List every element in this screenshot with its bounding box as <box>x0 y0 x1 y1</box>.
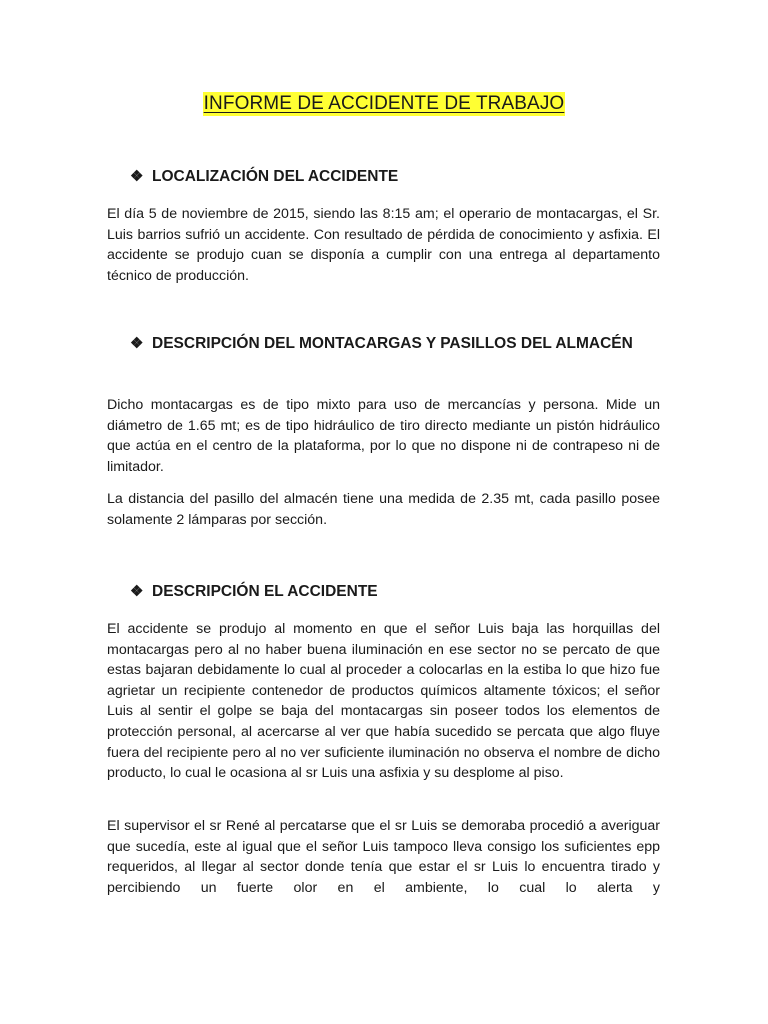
section-heading-text: DESCRIPCIÓN EL ACCIDENTE <box>152 583 378 600</box>
paragraph-pasillo: La distancia del pasillo del almacén tiene una medida de 2.35 mt, cada pasillo posee solamente 2 lámparas por sección. <box>107 491 660 528</box>
section-heading-text: LOCALIZACIÓN DEL ACCIDENTE <box>152 168 399 185</box>
paragraph-supervisor: El supervisor el sr René al percatarse que el sr Luis se demoraba procedió a averiguar que sucedía, este al igual que el señor Luis tampoco lleva consigo los suficientes epp requeridos, al llegar al sector donde tenía que estar el sr Luis lo encuentra tirado y percibiendo un fuerte olor en el ambiente, lo cual lo alerta y <box>107 818 660 896</box>
paragraph-montacargas: Dicho montacargas es de tipo mixto para uso de mercancías y persona. Mide un diámetro de 1.65 mt; es de tipo hidráulico de tiro directo mediante un pistón hidráulico que actúa en el centro de la plataforma, por lo que no dispone ni de contrapeso ni de limitador. <box>107 397 660 475</box>
paragraph-localizacion: El día 5 de noviembre de 2015, siendo las 8:15 am; el operario de montacargas, el Sr. Luis barrios sufrió un accidente. Con resultado de pérdida de conocimiento y asfixia. El accidente se produjo cuan se disponía a cumplir con una entrega al departamento técnico de producción. <box>107 206 660 284</box>
section-heading-localizacion <box>130 164 650 190</box>
section-heading-descripcion-accidente <box>130 579 650 605</box>
document-title: INFORME DE ACCIDENTE DE TRABAJO <box>203 93 565 114</box>
paragraph-accidente: El accidente se produjo al momento en que el señor Luis baja las horquillas del montacargas pero al no haber buena iluminación en ese sector no se percato de que estas bajaran debidamente lo cual al proceder a colocarlas en la estiba lo que hizo fue agrietar un recipiente contenedor de productos químicos altamente tóxicos; el señor Luis al sentir el golpe se baja del montacargas sin poseer todos los elementos de protección personal, al acercarse al ver que había sucedido se percata que algo fluye fuera del recipiente pero al no ver suficiente iluminación no observa el nombre de dicho producto, lo cual le ocasiona al sr Luis una asfixia y su desplome al piso. <box>107 621 660 782</box>
section-heading-descripcion-montacargas <box>130 331 650 357</box>
diamond-bullet-icon: ❖ <box>130 335 144 352</box>
title-container <box>0 92 768 116</box>
section-heading-text: DESCRIPCIÓN DEL MONTACARGAS Y PASILLOS DEL ALMACÉN <box>152 335 633 352</box>
diamond-bullet-icon: ❖ <box>130 168 144 185</box>
diamond-bullet-icon: ❖ <box>130 583 144 600</box>
